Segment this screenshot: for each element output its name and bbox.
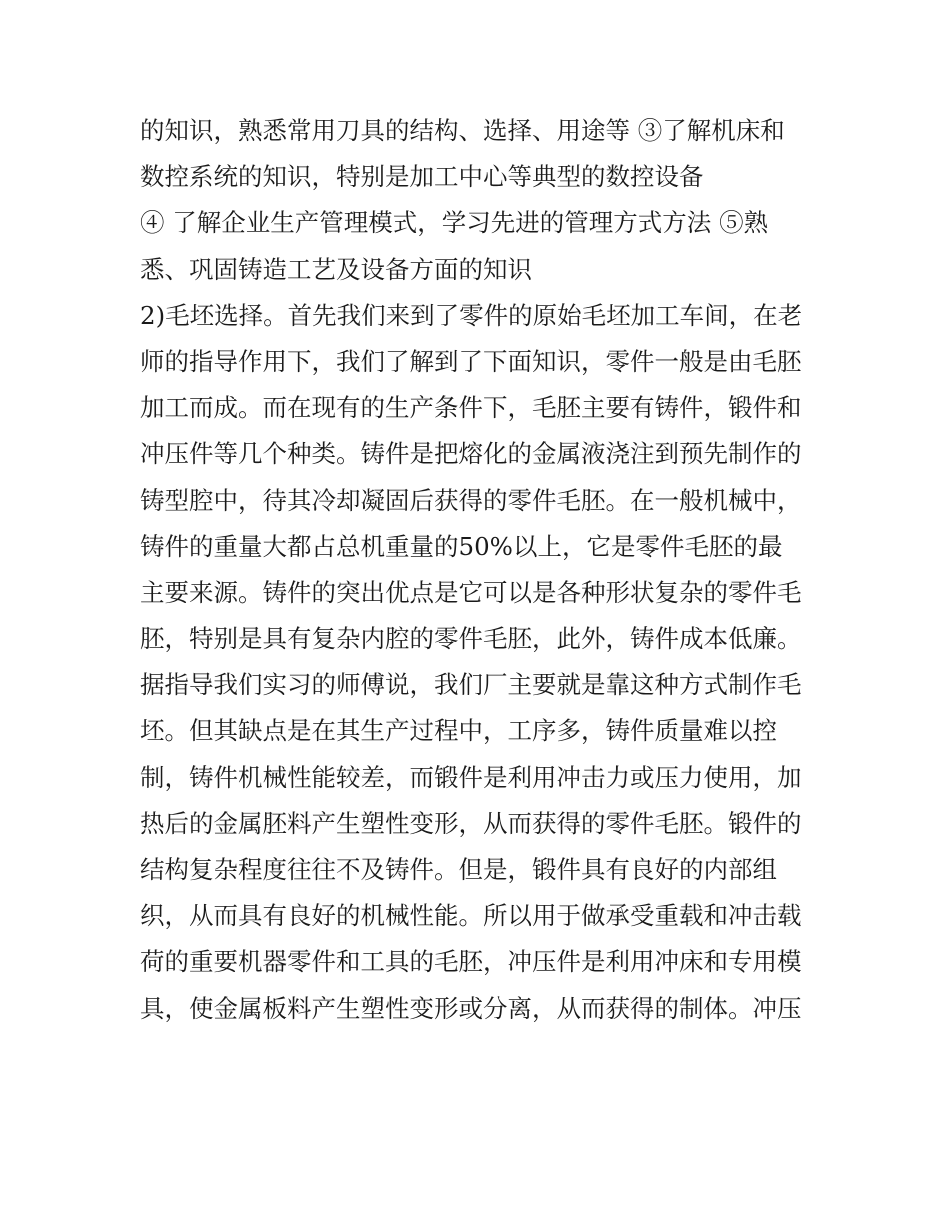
body-text [140, 108, 820, 1032]
text-line: 师的指导作用下，我们了解到了下面知识，零件一般是由毛胚 [140, 346, 802, 376]
text-line: 胚，特别是具有复杂内腔的零件毛胚，此外，铸件成本低廉。 [140, 624, 802, 654]
text-line: 冲压件等几个种类。铸件是把熔化的金属液浇注到预先制作的 [140, 439, 802, 469]
text-line: 主要来源。铸件的突出优点是它可以是各种形状复杂的零件毛 [140, 577, 802, 607]
text-line: 具，使金属板料产生塑性变形或分离，从而获得的制体。冲压 [140, 993, 802, 1023]
text-line: 据指导我们实习的师傅说，我们厂主要就是靠这种方式制作毛 [140, 670, 802, 700]
text-line: 铸型腔中，待其冷却凝固后获得的零件毛胚。在一般机械中， [140, 485, 802, 515]
text-line: 铸件的重量大都占总机重量的50%以上，它是零件毛胚的最 [140, 531, 783, 561]
text-line: 热后的金属胚料产生塑性变形，从而获得的零件毛胚。锻件的 [140, 808, 802, 838]
text-line: 织，从而具有良好的机械性能。所以用于做承受重载和冲击载 [140, 901, 802, 931]
text-line: 数控系统的知识，特别是加工中心等典型的数控设备 [140, 162, 704, 192]
text-line: 荷的重要机器零件和工具的毛胚，冲压件是利用冲床和专用模 [140, 947, 802, 977]
text-line: 坯。但其缺点是在其生产过程中，工序多，铸件质量难以控 [140, 716, 777, 746]
text-line: 的知识，熟悉常用刀具的结构、选择、用途等 ③了解机床和 [140, 116, 785, 145]
text-line: 制，铸件机械性能较差，而锻件是利用冲击力或压力使用，加 [140, 762, 802, 792]
text-line: 2)毛坯选择。首先我们来到了零件的原始毛坯加工车间，在老 [140, 300, 803, 330]
text-line: 加工而成。而在现有的生产条件下，毛胚主要有铸件，锻件和 [140, 393, 802, 423]
text-line: 悉、巩固铸造工艺及设备方面的知识 [140, 254, 532, 284]
text-line: 结构复杂程度往往不及铸件。但是，锻件具有良好的内部组 [140, 855, 777, 884]
text-line: ④ 了解企业生产管理模式，学习先进的管理方式方法 ⑤熟 [140, 208, 769, 238]
